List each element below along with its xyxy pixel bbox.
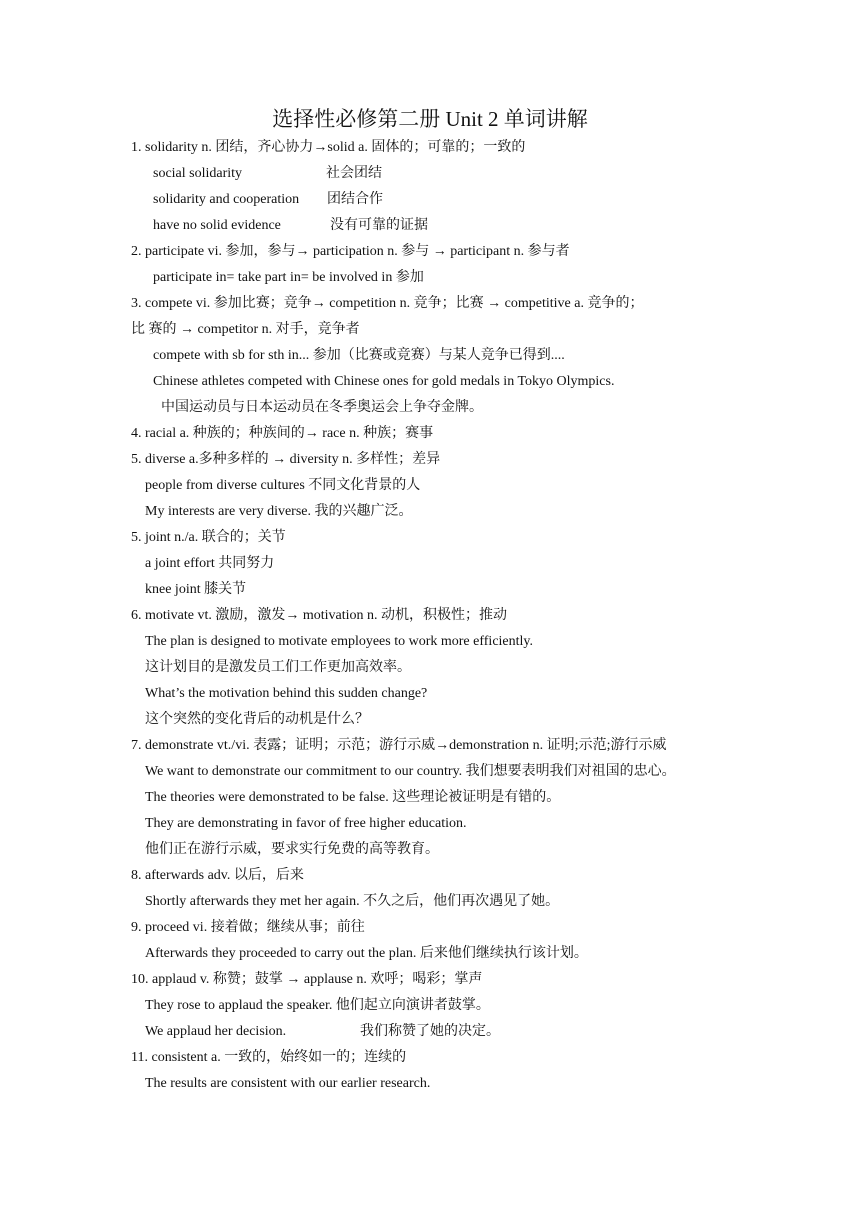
entry-racial-heading: 4. racial a. 种族的；种族间的→ race n. 种族；赛事: [131, 426, 434, 441]
entry-compete-example-cn: 中国运动员与日本运动员在冬季奥运会上争夺金牌。: [161, 400, 483, 415]
entry-solidarity-example-en: have no solid evidence: [153, 218, 281, 233]
entry-motivate-heading: 6. motivate vt. 激励，激发→ motivation n. 动机，积极性；推动: [131, 608, 508, 623]
entry-diverse-example: My interests are very diverse. 我的兴趣广泛。: [145, 504, 413, 519]
entry-solidarity-example-en: social solidarity: [153, 166, 243, 181]
entry-demonstrate-example-cn: 他们正在游行示威，要求实行免费的高等教育。: [145, 842, 439, 857]
entry-motivate-example-cn: 这个突然的变化背后的动机是什么？: [145, 712, 369, 727]
entry-diverse-heading: 5. diverse a.多种多样的 → diversity n. 多样性；差异: [131, 452, 441, 467]
entry-afterwards-heading: 8. afterwards adv. 以后，后来: [131, 868, 304, 883]
entry-participate-heading: 2. participate vi. 参加，参与→ participation n. 参与 → participant n. 参与者: [131, 244, 570, 259]
entry-afterwards-example: Shortly afterwards they met her again. 不久之后，他们再次遇见了她。: [145, 894, 560, 909]
entry-motivate-example-en: What’s the motivation behind this sudden change?: [145, 686, 428, 701]
entry-joint-example: a joint effort 共同努力: [145, 556, 275, 571]
entry-compete-example: compete with sb for sth in... 参加（比赛或竞赛）与某人竞争已得到....: [153, 348, 565, 363]
entry-participate-example: participate in= take part in= be involved in 参加: [153, 270, 424, 285]
entry-applaud-example: They rose to applaud the speaker. 他们起立向演讲者鼓掌。: [145, 998, 490, 1013]
entry-solidarity-example-cn: 团结合作: [327, 192, 383, 207]
entry-demonstrate-example: We want to demonstrate our commitment to our country. 我们想要表明我们对祖国的忠心。: [145, 764, 676, 779]
entry-joint-example: knee joint 膝关节: [145, 582, 247, 597]
entry-demonstrate-example: The theories were demonstrated to be false. 这些理论被证明是有错的。: [145, 790, 561, 805]
entry-demonstrate-heading: 7. demonstrate vt./vi. 表露；证明；示范；游行示威→demonstration n. 证明;示范;游行示威: [131, 738, 667, 753]
entry-solidarity-example-cn: 没有可靠的证据: [330, 218, 428, 233]
entry-solidarity-heading: 1. solidarity n. 团结，齐心协力→solid a. 固体的；可靠的；一致的: [131, 140, 526, 155]
entry-consistent-heading: 11. consistent a. 一致的，始终如一的；连续的: [131, 1050, 407, 1065]
entry-solidarity-example-cn: 社会团结: [326, 166, 382, 181]
entry-diverse-example: people from diverse cultures 不同文化背景的人: [145, 478, 421, 493]
entry-applaud-example-en: We applaud her decision.: [145, 1024, 287, 1039]
entry-consistent-example: The results are consistent with our earlier research.: [145, 1076, 431, 1091]
entry-proceed-example: Afterwards they proceeded to carry out the plan. 后来他们继续执行该计划。: [145, 946, 588, 961]
entry-compete-heading: 3. compete vi. 参加比赛；竞争→ competition n. 竞争；比赛 → competitive a. 竞争的；: [131, 296, 644, 311]
entry-motivate-example-cn: 这计划目的是激发员工们工作更加高效率。: [145, 660, 411, 675]
entry-applaud-heading: 10. applaud v. 称赞；鼓掌 → applause n. 欢呼；喝彩；掌声: [131, 972, 483, 987]
entry-compete-example-en: Chinese athletes competed with Chinese ones for gold medals in Tokyo Olympics.: [153, 374, 615, 389]
entry-motivate-example-en: The plan is designed to motivate employees to work more efficiently.: [145, 634, 534, 649]
entry-proceed-heading: 9. proceed vi. 接着做；继续从事；前往: [131, 920, 365, 935]
entry-joint-heading: 5. joint n./a. 联合的；关节: [131, 530, 286, 545]
page-title: 选择性必修第二册 Unit 2 单词讲解: [272, 107, 588, 131]
entry-applaud-example-cn: 我们称赞了她的决定。: [360, 1024, 500, 1039]
entry-compete-heading-continued: 比 赛的 → competitor n. 对手，竞争者: [131, 322, 360, 337]
entry-solidarity-example-en: solidarity and cooperation: [153, 192, 300, 207]
entry-demonstrate-example-en: They are demonstrating in favor of free higher education.: [145, 816, 467, 831]
